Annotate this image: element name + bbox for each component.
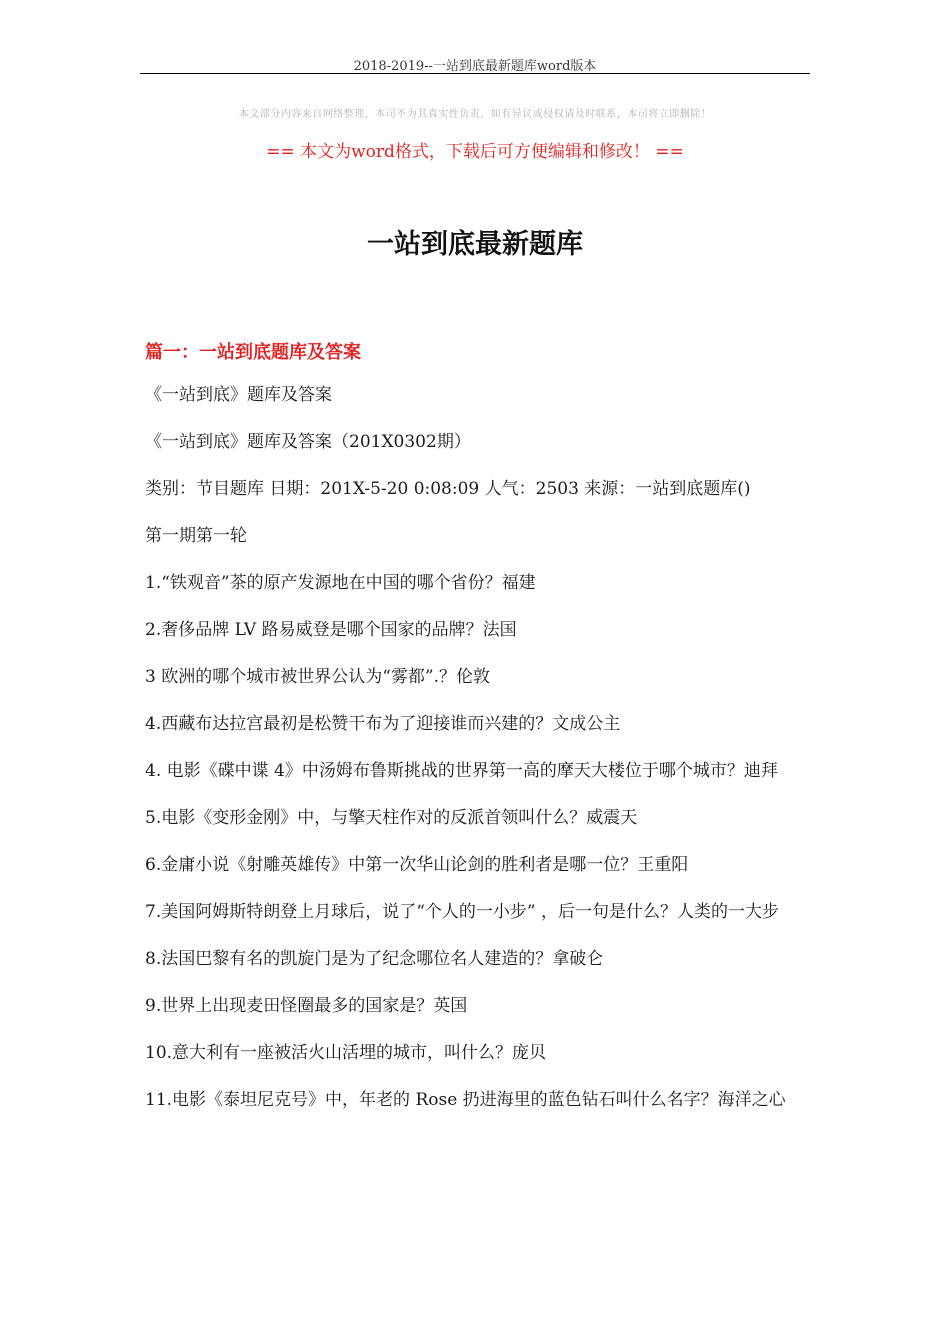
document-body [145,383,813,1135]
question-item: 5.电影《变形金刚》中，与擎天柱作对的反派首领叫什么？威震天 [145,808,638,828]
paragraph: 第一期第一轮 [145,526,247,546]
question-item: 7.美国阿姆斯特朗登上月球后，说了“个人的一小步” ，后一句是什么？人类的一大步 [145,902,780,922]
question-item: 1.“铁观音”茶的原产发源地在中国的哪个省份？福建 [145,573,536,593]
question-item: 3 欧洲的哪个城市被世界公认为“雾都”.？伦敦 [145,667,491,687]
question-item: 4. 电影《碟中谍 4》中汤姆布鲁斯挑战的世界第一高的摩天大楼位于哪个城市？迪拜 [145,761,778,781]
question-item: 6.金庸小说《射雕英雄传》中第一次华山论剑的胜利者是哪一位？王重阳 [145,855,689,875]
running-header: 2018-2019--一站到底最新题库word版本 [353,59,597,74]
question-item: 11.电影《泰坦尼克号》中，年老的 Rose 扔进海里的蓝色钻石叫什么名字？海洋之心 [145,1090,786,1110]
question-item: 2.奢侈品牌 LV 路易威登是哪个国家的品牌？法国 [145,620,517,640]
paragraph: 《一站到底》题库及答案 [145,385,332,405]
question-item: 4.西藏布达拉宫最初是松赞干布为了迎接谁而兴建的？文成公主 [145,714,621,734]
header-divider [140,73,810,74]
disclaimer-text: 本文部分内容来自网络整理，本司不为其真实性负责，如有异议或侵权请及时联系，本司将立即删除！ [238,109,712,120]
question-item: 8.法国巴黎有名的凯旋门是为了纪念哪位名人建造的？拿破仑 [145,949,604,969]
section-heading: 篇一：一站到底题库及答案 [145,342,361,363]
document-title: 一站到底最新题库 [367,229,583,260]
question-item: 9.世界上出现麦田怪圈最多的国家是？英国 [145,996,468,1016]
format-notice: == 本文为word格式，下载后可方便编辑和修改！ == [266,142,684,162]
paragraph: 类别：节目题库 日期：201X-5-20 0:08:09 人气：2503 来源：一站到底题库() [145,479,751,499]
paragraph: 《一站到底》题库及答案（201X0302期） [145,432,471,452]
question-item: 10.意大利有一座被活火山活埋的城市，叫什么？庞贝 [145,1043,547,1063]
